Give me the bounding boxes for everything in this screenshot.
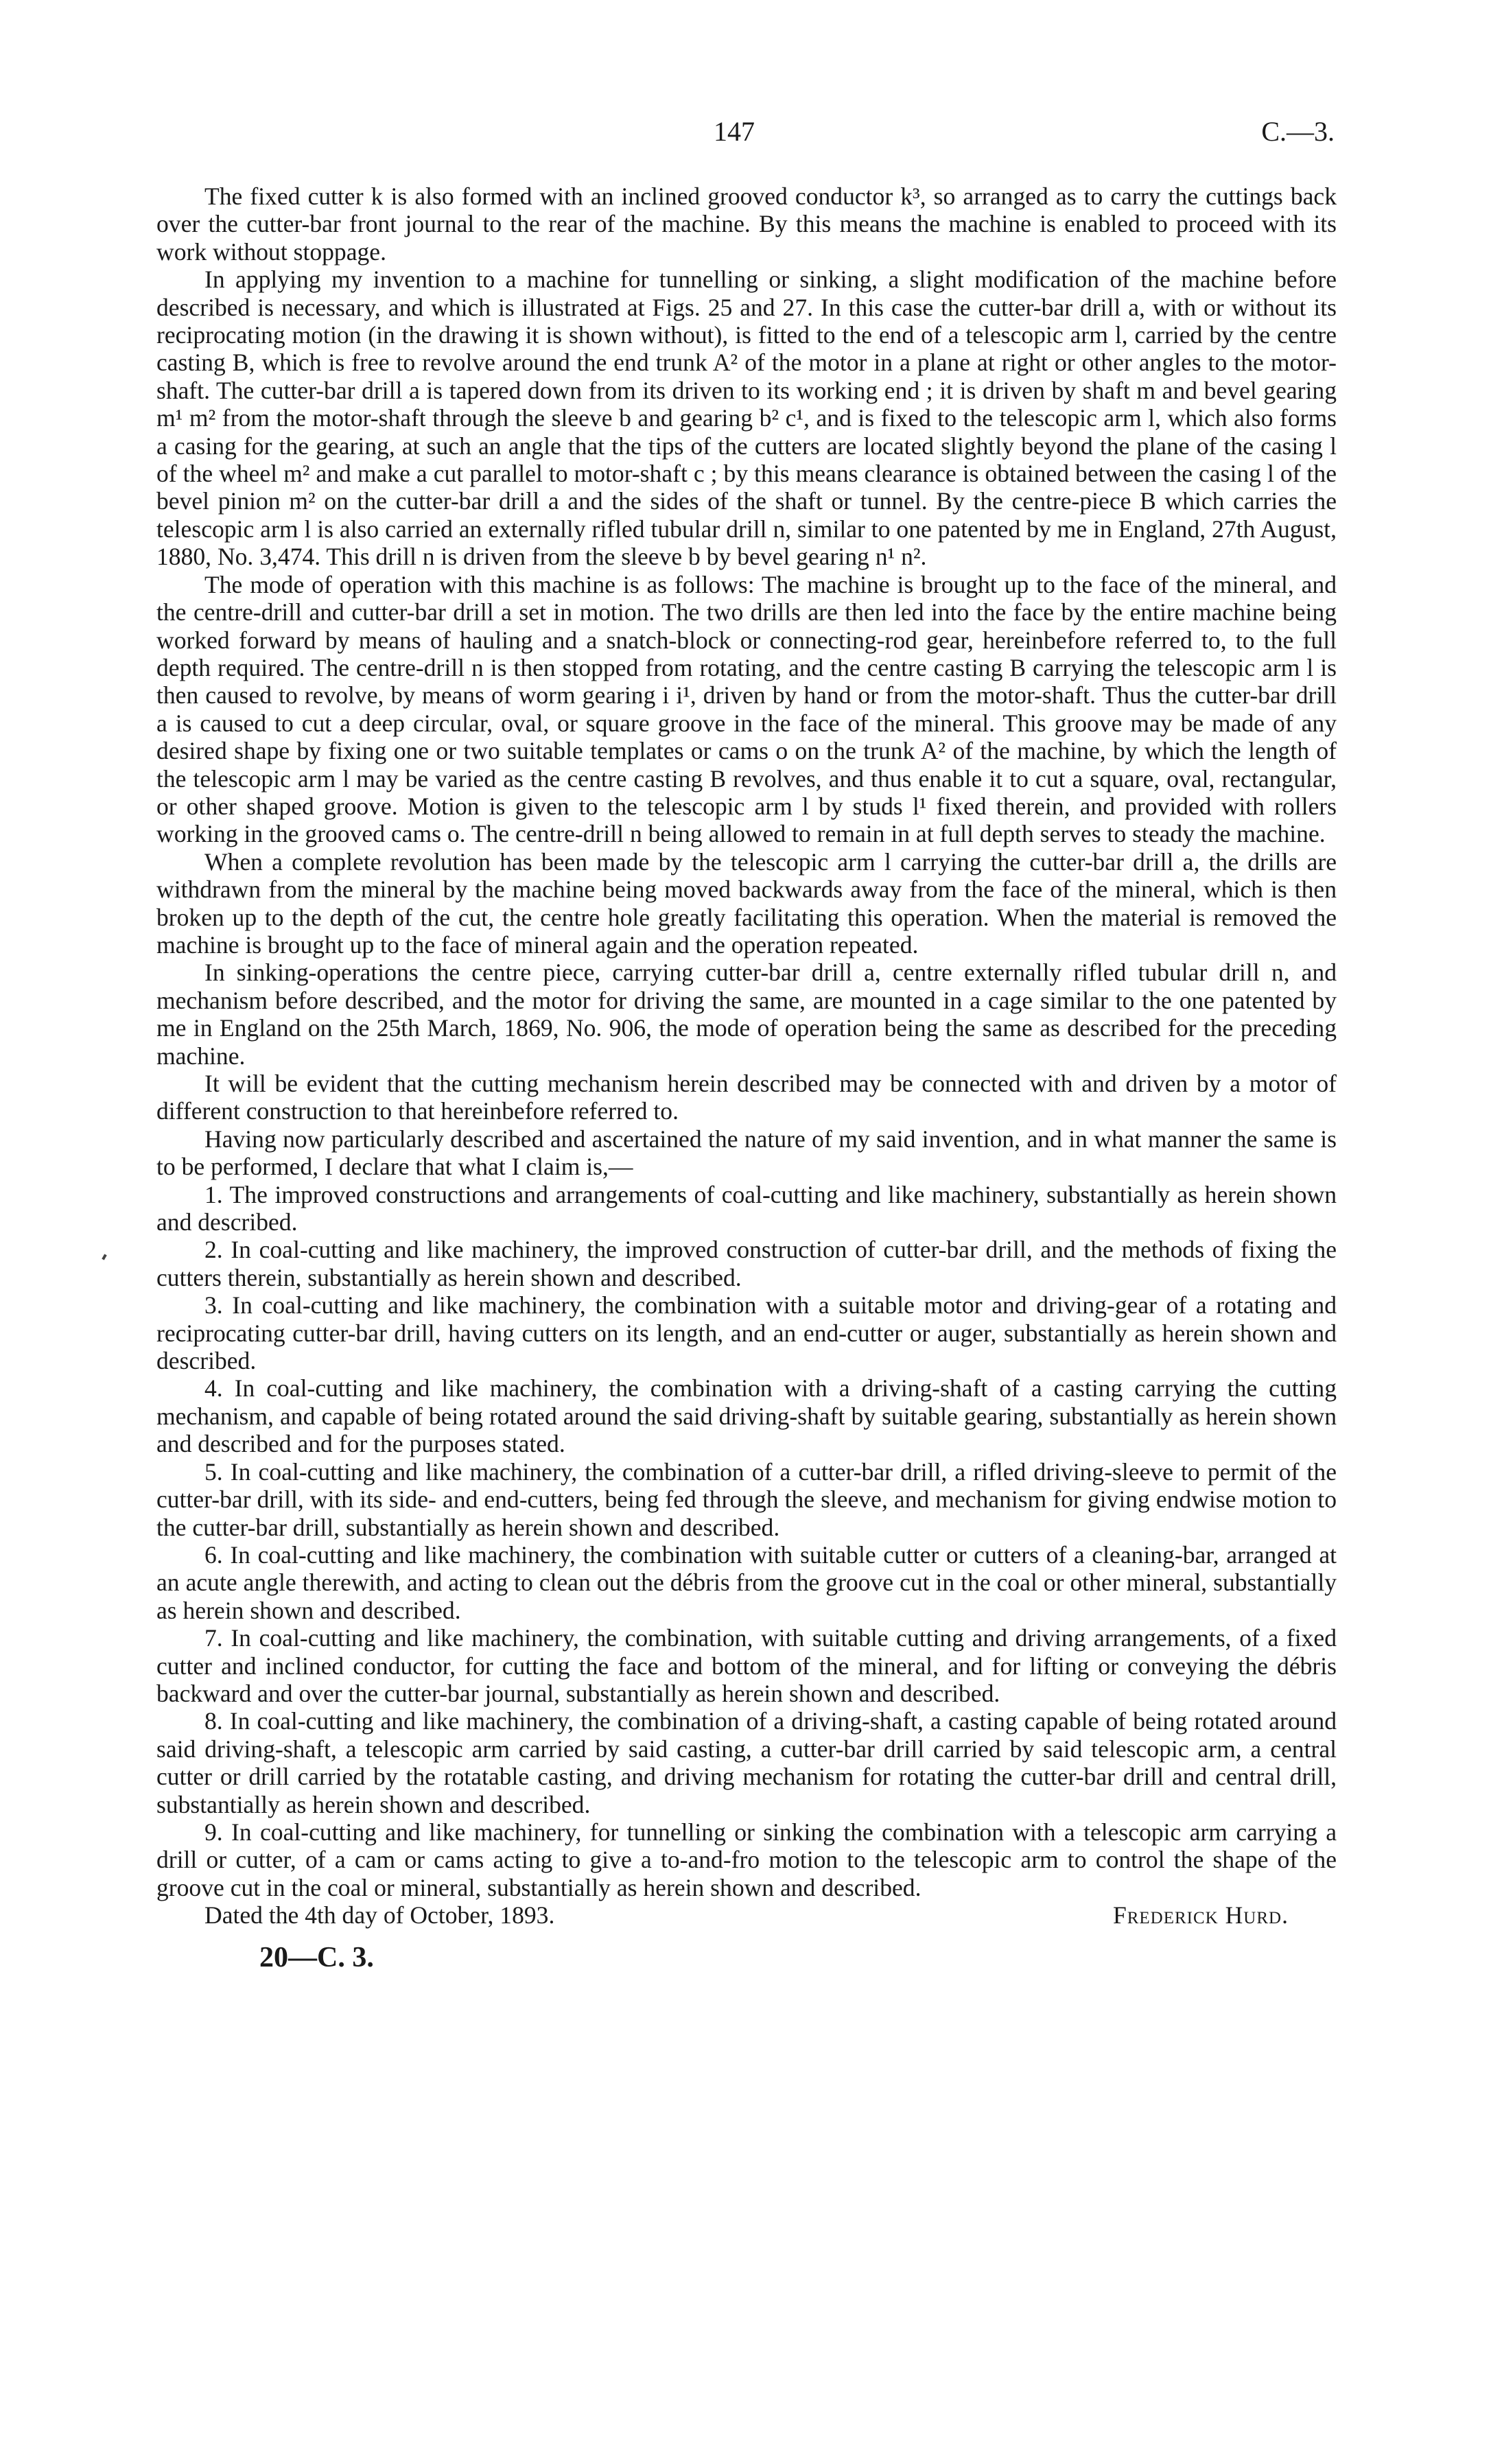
stray-ink-mark <box>102 1254 106 1260</box>
paragraph-different-motor: It will be evident that the cutting mechanism herein described may be connected with and driven by a motor of different construction to that hereinbefore referred to. <box>156 1070 1337 1125</box>
page-header <box>0 115 1491 156</box>
dated-line: Dated the 4th day of October, 1893. <box>204 1901 555 1929</box>
claim-item: 6. In coal-cutting and like machinery, the combination with suitable cutter or cutters of a cleaning-bar, arranged at an acute angle therewith, and acting to clean out the débris from the groove cut in the coal or other mineral, substantially as herein shown and described. <box>156 1540 1337 1624</box>
claim-item: 1. The improved constructions and arrangements of coal-cutting and like machinery, substantially as herein shown and described. <box>156 1180 1337 1236</box>
claim-item: 5. In coal-cutting and like machinery, the combination of a cutter-bar drill, a rifled driving-sleeve to permit of the cutter-bar drill, with its side- and end-cutters, being fed through the sleeve, and mechanism for giving endwise motion to the cutter-bar drill, substantially as herein shown and described. <box>156 1457 1337 1541</box>
paragraph-complete-revolution: When a complete revolution has been made by the telescopic arm l carrying the cutter-bar drill a, the drills are withdrawn from the mineral by the machine being moved backwards away from the face of the mineral, which is then broken up to the depth of the cut, the centre hole greatly facilitating this operation. When the material is removed the machine is brought up to the face of mineral again and the operation repeated. <box>156 847 1337 959</box>
claims-introduction: Having now particularly described and ascertained the nature of my said invention, and in what manner the same is to be performed, I declare that what I claim is,— <box>156 1125 1337 1181</box>
signature-name: Frederick Hurd. <box>1112 1901 1289 1929</box>
claim-item: 4. In coal-cutting and like machinery, the combination with a driving-shaft of a casting carrying the cutting mechanism, and capable of being rotated around the said driving-shaft by suitable gearing, substantially as herein shown and described and for the purposes stated. <box>156 1374 1337 1458</box>
claim-item: 3. In coal-cutting and like machinery, the combination with a suitable motor and driving-gear of a rotating and reciprocating cutter-bar drill, having cutters on its length, and an end-cutter or auger, substantially as herein shown and described. <box>156 1291 1337 1375</box>
paragraph-fixed-cutter: The fixed cutter k is also formed with an inclined grooved conductor k³, so arranged as to carry the cuttings back over the cutter-bar front journal to the rear of the machine. By this means the machine is enabled to proceed with its work without stoppage. <box>156 183 1337 266</box>
claim-item: 7. In coal-cutting and like machinery, the combination, with suitable cutting and driving arrangements, of a fixed cutter and inclined conductor, for cutting the face and bottom of the mineral, and for lifting or conveying the débris backward and over the cutter-bar journal, substantially as herein shown and described. <box>156 1624 1337 1707</box>
paragraph-mode-of-operation: The mode of operation with this machine is as follows: The machine is brought up to the face of the mineral, and the centre-drill and cutter-bar drill a set in motion. The two drills are then led into the face by the entire machine being worked forward by means of hauling and a snatch-block or connecting-rod gear, hereinbefore referred to, to the full depth required. The centre-drill n is then stopped from rotating, and the centre casting B carrying the telescopic arm l is then caused to revolve, by means of worm gearing i i¹, driven by hand or from the motor-shaft. Thus the cutter-bar drill a is caused to cut a deep circular, oval, or square groove in the face of the mineral. This groove may be made of any desired shape by fixing one or two suitable templates or cams o on the trunk A² of the machine, by which the length of the telescopic arm l may be varied as the centre casting B revolves, and thus enable it to cut a square, oval, rectangular, or other shaped groove. Motion is given to the telescopic arm l by studs l¹ fixed therein, and provided with rollers working in the grooved cams o. The centre-drill n being allowed to remain in at full depth serves to steady the machine. <box>156 570 1337 848</box>
claim-item: 2. In coal-cutting and like machinery, the improved construction of cutter-bar drill, and the methods of fixing the cutters therein, substantially as herein shown and described. <box>156 1236 1337 1291</box>
claims-list <box>156 1181 1337 1902</box>
paragraph-tunnelling-modification: In applying my invention to a machine for tunnelling or sinking, a slight modification of the machine before described is necessary, and which is illustrated at Figs. 25 and 27. In this case the cutter-bar drill a, with or without its reciprocating motion (in the drawing it is shown without), is fitted to the end of a telescopic arm l, carried by the centre casting B, which is free to revolve around the end trunk A² of the motor in a plane at right or other angles to the motor-shaft. The cutter-bar drill a is tapered down from its driven to its working end ; it is driven by shaft m and bevel gearing m¹ m² from the motor-shaft through the sleeve b and gearing b² c¹, and is fixed to the telescopic arm l, which also forms a casing for the gearing, at such an angle that the tips of the cutters are located slightly beyond the plane of the casing l of the wheel m² and make a cut parallel to motor-shaft c ; by this means clearance is obtained between the casing l of the bevel pinion m² on the cutter-bar drill a and the sides of the shaft or tunnel. By the centre-piece B which carries the telescopic arm l is also carried an externally rifled tubular drill n, similar to one patented by me in England, 27th August, 1880, No. 3,474. This drill n is driven from the sleeve b by bevel gearing n¹ n². <box>156 266 1337 571</box>
paragraph-sinking-operations: In sinking-operations the centre piece, carrying cutter-bar drill a, centre externally rifled tubular drill n, and mechanism before described, and the motor for driving the same, are mounted in a cage similar to the one patented by me in England on the 25th March, 1869, No. 906, the mode of operation being the same as described for the preceding machine. <box>156 959 1337 1070</box>
signature-row <box>156 1901 1337 1930</box>
claim-item: 9. In coal-cutting and like machinery, for tunnelling or sinking the combination with a telescopic arm carrying a drill or cutter, of a cam or cams acting to give a to-and-fro motion to the telescopic arm to control the shape of the groove cut in the coal or mineral, substantially as herein shown and described. <box>156 1818 1337 1901</box>
claim-item: 8. In coal-cutting and like machinery, the combination of a driving-shaft, a casting capable of being rotated around said driving-shaft, a telescopic arm carried by said casting, a cutter-bar drill carried by said telescopic arm, a central cutter or drill carried by the rotatable casting, and driving mechanism for rotating the cutter-bar drill and central drill, substantially as herein shown and described. <box>156 1707 1337 1818</box>
page-number: 147 <box>714 116 755 147</box>
document-reference: C.—3. <box>1261 116 1335 147</box>
document-body <box>156 183 1337 1972</box>
footer-mark: 20—C. 3. <box>259 1942 374 1974</box>
